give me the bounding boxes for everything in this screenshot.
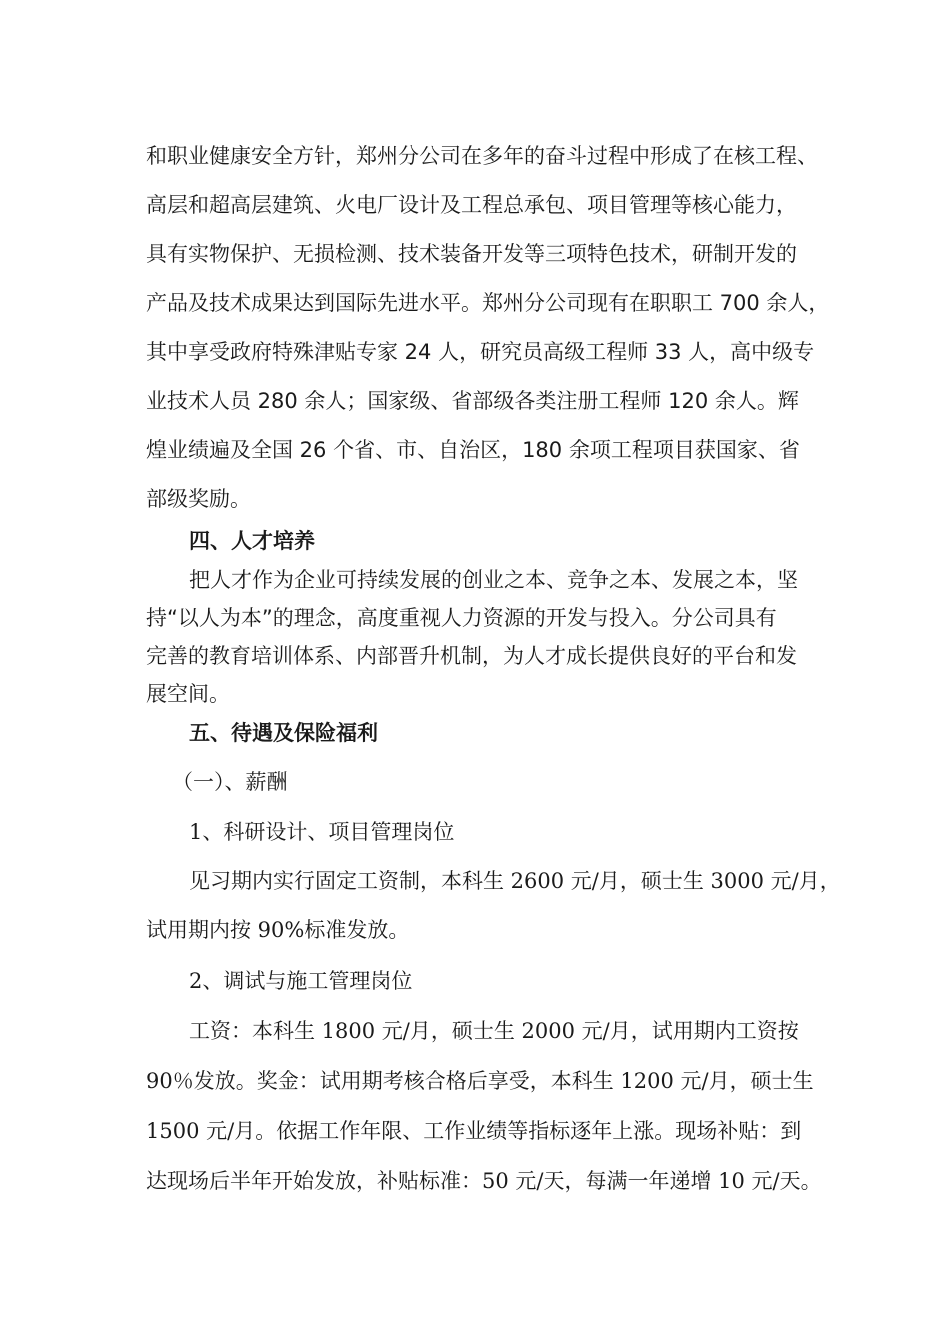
paragraph-line: 90％发放。奖金：试用期考核合格后享受，本科生 1200 元/月，硕士生: [146, 1069, 814, 1093]
section-heading-benefits: 五、待遇及保险福利: [189, 721, 378, 745]
paragraph-line: 部级奖励。: [146, 487, 251, 511]
section-heading-talent: 四、人才培养: [189, 529, 315, 553]
paragraph-line: 完善的教育培训体系、内部晋升机制，为人才成长提供良好的平台和发: [146, 644, 797, 668]
paragraph-line: 试用期内按 90%标准发放。: [146, 918, 410, 942]
paragraph-line: 见习期内实行固定工资制，本科生 2600 元/月，硕士生 3000 元/月，: [189, 869, 841, 893]
paragraph-line: 把人才作为企业可持续发展的创业之本、竞争之本、发展之本，坚: [189, 568, 798, 592]
paragraph-line: 具有实物保护、无损检测、技术装备开发等三项特色技术，研制开发的: [146, 242, 797, 266]
paragraph-line: 工资：本科生 1800 元/月，硕士生 2000 元/月，试用期内工资按: [189, 1019, 799, 1043]
paragraph-line: 展空间。: [146, 682, 230, 706]
paragraph-line: 持“以人为本”的理念，高度重视人力资源的开发与投入。分公司具有: [146, 606, 777, 630]
paragraph-line: 煌业绩遍及全国 26 个省、市、自治区，180 余项工程项目获国家、省: [146, 438, 800, 462]
paragraph-line: 1500 元/月。依据工作年限、工作业绩等指标逐年上涨。现场补贴：到: [146, 1119, 802, 1143]
paragraph-line: 其中享受政府特殊津贴专家 24 人，研究员高级工程师 33 人，高中级专: [146, 340, 815, 364]
paragraph-line: 产品及技术成果达到国际先进水平。郑州分公司现有在职职工 700 余人，: [146, 291, 830, 315]
item-heading-research: 1、科研设计、项目管理岗位: [189, 820, 455, 844]
paragraph-line: 高层和超高层建筑、火电厂设计及工程总承包、项目管理等核心能力，: [146, 193, 797, 217]
subsection-heading-salary: （一）、薪酬: [172, 770, 288, 794]
paragraph-line: 和职业健康安全方针，郑州分公司在多年的奋斗过程中形成了在核工程、: [146, 144, 818, 168]
paragraph-line: 达现场后半年开始发放，补贴标准：50 元/天，每满一年递增 10 元/天。: [146, 1169, 822, 1193]
paragraph-line: 业技术人员 280 余人；国家级、省部级各类注册工程师 120 余人。辉: [146, 389, 799, 413]
item-heading-commissioning: 2、调试与施工管理岗位: [189, 969, 413, 993]
